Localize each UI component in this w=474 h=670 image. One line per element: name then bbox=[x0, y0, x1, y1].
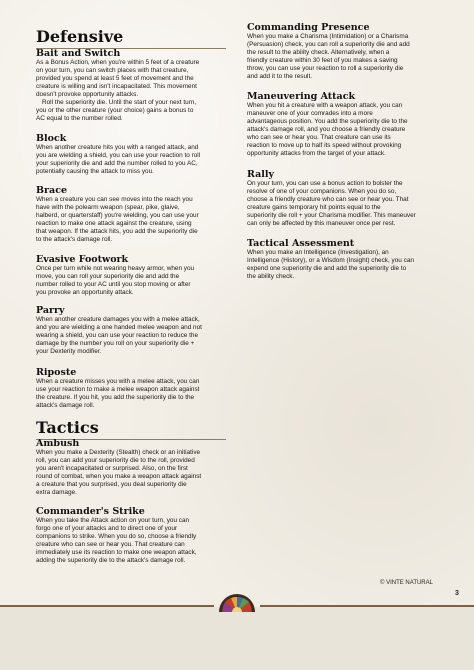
section-heading-defensive: Defensive bbox=[36, 27, 124, 46]
entry-body: When another creature hits you with a ranged attack, and you are wielding a shield, you can use your reaction to roll your superiority die and add the number rolled to you AC, potentially causing the attack to miss you. bbox=[36, 144, 201, 176]
entry-body: When another creature damages you with a melee attack, and you are wielding a one handed melee weapon and not wearing a shield, you can use your reaction to reduce the damage by the number you roll on your superiority die + your Dexterity modifier. bbox=[36, 316, 202, 356]
entry-title: Maneuvering Attack bbox=[247, 91, 356, 102]
entry-body: When you hit a creature with a weapon attack, you can maneuver one of your comrades into a more advantageous position. You add the superiority die to the attack's damage roll, and you choose a friendly creature who can see or hear you. That creature can use its reaction to move up to half its speed without provoking opportunity attacks from the target of your attack. bbox=[247, 102, 408, 158]
entry-commanders-strike bbox=[36, 506, 226, 565]
entry-riposte bbox=[36, 367, 226, 410]
entry-title: Rally bbox=[247, 169, 275, 180]
entry-commanding-presence bbox=[247, 22, 437, 81]
section-tactics bbox=[36, 419, 226, 440]
entry-maneuvering-attack bbox=[247, 91, 437, 158]
entry-body: When you make an Intelligence (Investigation), an Intelligence (History), or a Wisdom (Insight) check, you can expend one superiority die and add the superiority die to the ability check. bbox=[247, 249, 414, 281]
credit-text: © VINTE NATURAL bbox=[380, 580, 433, 586]
entry-body: When a creature misses you with a melee attack, you can use your reaction to make a melee weapon attack against the creature. If you hit, you add the superiority die to the attack's damage roll. bbox=[36, 378, 200, 410]
entry-body: When a creature you can see moves into the reach you have with the polearm weapon (spear, pike, glaive, halberd, or quarterstaff) you're wielding, you can use your reaction to make one attack against the creature, using that weapon. If the attack hits, you add the superiority die to the attack's damage roll. bbox=[36, 196, 199, 244]
section-defensive bbox=[36, 28, 226, 49]
entry-title: Commanding Presence bbox=[247, 22, 370, 33]
entry-evasive-footwork bbox=[36, 254, 226, 297]
entry-rally bbox=[247, 169, 437, 228]
footer-line-right bbox=[260, 605, 474, 607]
rosette-ornament-icon bbox=[217, 590, 257, 612]
entry-bait-and-switch bbox=[36, 48, 226, 123]
entry-body: On your turn, you can use a bonus action to bolster the resolve of one of your companions. When you do so, choose a friendly creature who can see or hear you. That creature gains temporary hit points equal to the superiority die roll + your Charisma modifier. This maneuver can only be affected by this maneuver once per rest. bbox=[247, 180, 416, 228]
entry-title: Block bbox=[36, 133, 67, 144]
entry-ambush bbox=[36, 438, 226, 497]
entry-title: Parry bbox=[36, 305, 65, 316]
entry-body: When you make a Dexterity (Stealth) check or an initiative roll, you can add your superiority die to the roll, provided you aren't incapacitated or surprised. Also, on the first round of combat, when you make a weapon attack against a creature that you surprised, you deal superiority die extra damage. bbox=[36, 449, 202, 497]
entry-brace bbox=[36, 185, 226, 244]
entry-title: Ambush bbox=[36, 438, 80, 449]
entry-parry bbox=[36, 305, 226, 356]
page-number: 3 bbox=[455, 590, 459, 597]
entry-title: Tactical Assessment bbox=[247, 238, 355, 249]
entry-body-continued: Roll the superiority die. Until the start of your next turn, you or the other creature (your choice) gains a bonus to AC equal to the number rolled. bbox=[36, 99, 197, 123]
footer-line-left bbox=[0, 605, 214, 607]
entry-title: Commander's Strike bbox=[36, 506, 145, 517]
entry-title: Riposte bbox=[36, 367, 77, 378]
entry-body: When you take the Attack action on your turn, you can forgo one of your attacks and to direct one of your companions to strike. When you do so, choose a friendly creature who can see or hear you. That creature can immediately use its reaction to make one weapon attack, adding the superiority die to the attack's damage roll. bbox=[36, 517, 197, 565]
entry-body: Once per turn while not wearing heavy armor, when you move, you can roll your superiority die and add the number rolled to your AC until you stop moving or after you provoke an opportunity attack. bbox=[36, 265, 195, 297]
entry-block bbox=[36, 133, 226, 176]
entry-body: When you make a Charisma (Intimidation) or a Charisma (Persuasion) check, you can roll a superiority die and add the result to the ability check. Alternatively, when a friendly creature within 30 feet of you makes a saving throw, you can use your reaction to roll a superiority die and add it to the result. bbox=[247, 33, 410, 81]
entry-title: Evasive Footwork bbox=[36, 254, 129, 265]
entry-body: As a Bonus Action, when you're within 5 feet of a creature on your turn, you can switch places with that creature, provided you spend at least 5 feet of movement and the creature is willing and isn't incapacitated. This movement doesn't provoke opportunity attacks. bbox=[36, 59, 200, 99]
entry-title: Bait and Switch bbox=[36, 48, 121, 59]
entry-tactical-assessment bbox=[247, 238, 437, 281]
entry-title: Brace bbox=[36, 185, 68, 196]
section-heading-tactics: Tactics bbox=[36, 418, 99, 437]
